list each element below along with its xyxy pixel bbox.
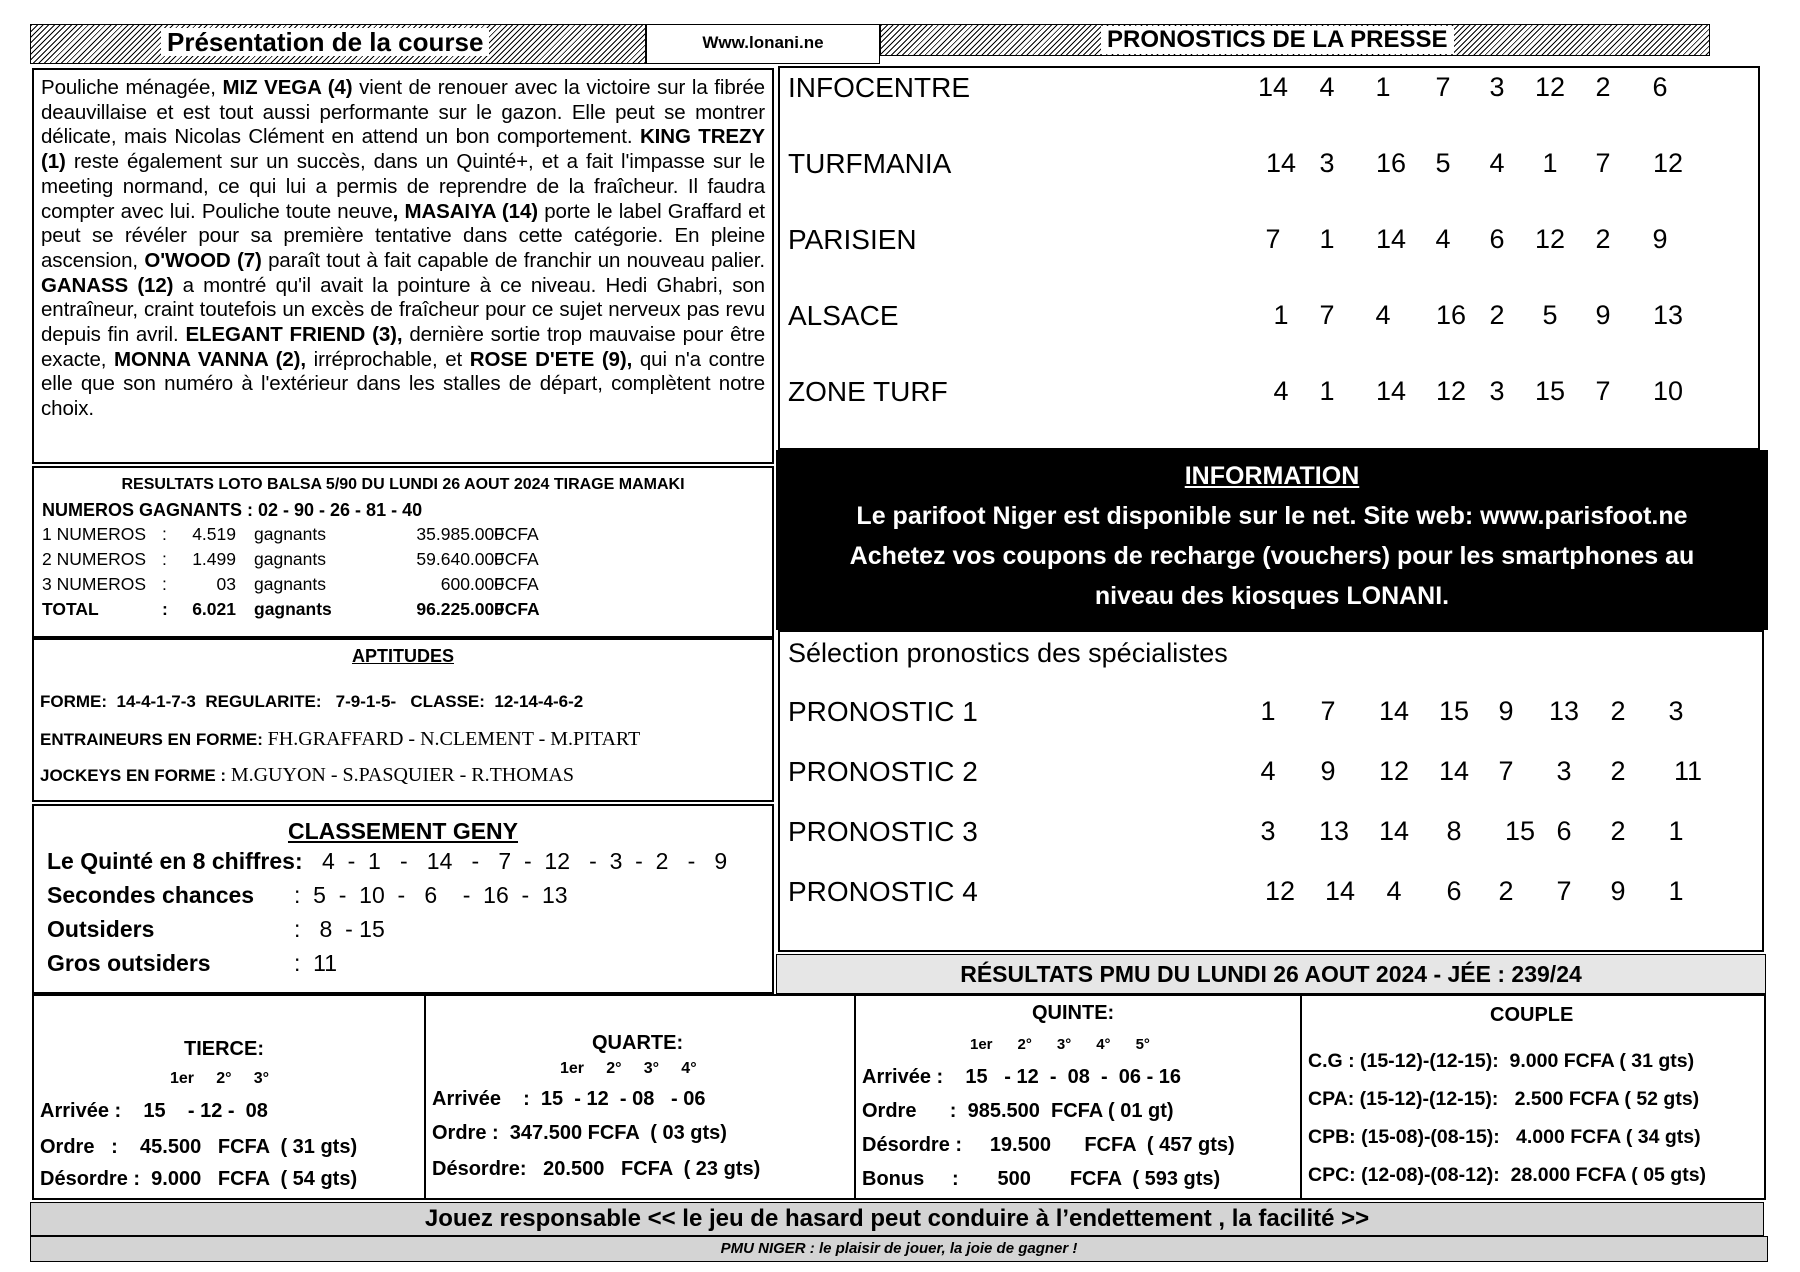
press-pronostic-number: 12 (1652, 148, 1684, 178)
specialist-pronostic-number: 14 (1438, 756, 1470, 786)
specialist-pronostic-number: 9 (1320, 756, 1336, 786)
press-pronostic-number: 7 (1595, 148, 1611, 178)
press-pronostic-number: 6 (1489, 224, 1505, 254)
press-source-name: TURFMANIA (788, 148, 952, 179)
loto-colon: : (162, 524, 167, 544)
quinte-ordre: Ordre : 985.500 FCFA ( 01 gt) (862, 1100, 1174, 1122)
quarte-arrivee: Arrivée : 15 - 12 - 08 - 06 (432, 1088, 706, 1110)
header-left-bar (30, 24, 646, 64)
press-pronostic-number: 3 (1489, 376, 1505, 406)
press-pronostic-number: 7 (1435, 72, 1451, 102)
specialist-pronostic-number: 15 (1504, 816, 1536, 846)
loto-colon: : (162, 599, 168, 619)
information-line-2: Achetez vos coupons de recharge (vouchers) pour les smartphones au (849, 542, 1695, 570)
press-pronostic-number: 1 (1319, 224, 1335, 254)
tierce-box (32, 994, 426, 1200)
specialist-pronostic-number: 13 (1548, 696, 1580, 726)
specialist-pronostic-number: 2 (1610, 756, 1626, 786)
press-pronostic-number: 4 (1375, 300, 1391, 330)
information-title: INFORMATION (1184, 462, 1360, 490)
press-pronostic-number: 3 (1319, 148, 1335, 178)
tierce-ordre: Ordre : 45.500 FCFA ( 31 gts) (40, 1136, 358, 1158)
specialist-pronostic-number: 1 (1260, 696, 1276, 726)
specialist-pronostic-number: 9 (1610, 876, 1626, 906)
tierce-arrivee: Arrivée : 15 - 12 - 08 (40, 1100, 268, 1122)
specialist-pronostic-number: 14 (1324, 876, 1356, 906)
loto-cell-label: 1 NUMEROS (42, 524, 147, 544)
press-pronostic-number: 16 (1375, 148, 1407, 178)
specialist-pronostic-number: 8 (1446, 816, 1462, 846)
quarte-title: QUARTE: (592, 1032, 684, 1054)
specialist-pronostic-number: 11 (1673, 756, 1703, 786)
press-pronostic-number: 1 (1375, 72, 1391, 102)
presentation-box (32, 68, 774, 464)
specialists-title: Sélection pronostics des spécialistes (788, 638, 1228, 668)
site-url: Www.lonani.ne (702, 33, 824, 52)
press-pronostic-number: 2 (1595, 224, 1611, 254)
loto-box (32, 466, 774, 638)
loto-title: RESULTATS LOTO BALSA 5/90 DU LUNDI 26 AOUT 2024 TIRAGE MAMAKI (121, 476, 685, 493)
quinte-arrivee: Arrivée : 15 - 12 - 08 - 06 - 16 (862, 1066, 1182, 1088)
classement-title: CLASSEMENT GENY (287, 818, 519, 844)
loto-cell-word: gagnants (254, 524, 327, 544)
loto-cell-label: 3 NUMEROS (42, 574, 147, 594)
specialist-pronostic-name: PRONOSTIC 4 (788, 876, 978, 907)
site-label (646, 24, 880, 64)
aptitudes-forme-line: FORME: 14-4-1-7-3 REGULARITE: 7-9-1-5- CLASSE: 12-14-4-6-2 (40, 692, 584, 711)
quarte-desordre: Désordre: 20.500 FCFA ( 23 gts) (432, 1158, 761, 1180)
loto-cell-cur: FCFA (494, 599, 540, 619)
footer-sub-text: PMU NIGER : le plaisir de jouer, la joie de gagner ! (720, 1240, 1078, 1257)
specialist-pronostic-name: PRONOSTIC 1 (788, 696, 978, 727)
loto-cell-count: 6.021 (192, 599, 236, 619)
press-pronostic-number: 6 (1652, 72, 1668, 102)
loto-cell-cur: FCFA (494, 549, 539, 569)
specialist-pronostic-name: PRONOSTIC 3 (788, 816, 978, 847)
loto-cell-word: gagnants (254, 549, 327, 569)
couple-cpc: CPC: (12-08)-(08-12): 28.000 FCFA ( 05 gts) (1308, 1164, 1707, 1186)
couple-box (1300, 994, 1766, 1200)
specialist-pronostic-number: 7 (1320, 696, 1336, 726)
specialist-pronostic-number: 12 (1378, 756, 1410, 786)
specialist-pronostic-number: 12 (1264, 876, 1296, 906)
press-pronostic-number: 2 (1595, 72, 1611, 102)
press-pronostic-number: 14 (1257, 72, 1289, 102)
tierce-desordre: Désordre : 9.000 FCFA ( 54 gts) (40, 1168, 358, 1190)
press-title: PRONOSTICS DE LA PRESSE (1101, 26, 1454, 54)
press-pronostic-number: 16 (1435, 300, 1467, 330)
aptitudes-jockeys-line: JOCKEYS EN FORME : M.GUYON - S.PASQUIER - R.THOMAS (40, 764, 575, 786)
loto-cell-count: 03 (216, 574, 236, 594)
loto-cell-count: 4.519 (192, 524, 236, 544)
press-pronostic-number: 1 (1542, 148, 1558, 178)
press-pronostic-number: 7 (1265, 224, 1281, 254)
loto-cell-word: gagnants (254, 599, 332, 619)
press-pronostic-number: 1 (1273, 300, 1289, 330)
press-pronostic-number: 12 (1534, 224, 1566, 254)
information-box (776, 450, 1768, 630)
press-pronostic-number: 14 (1375, 224, 1407, 254)
classement-value: 4 - 1 - 14 - 7 - 12 - 3 - 2 - 9 (322, 848, 728, 874)
press-pronostic-number: 1 (1319, 376, 1335, 406)
quinte-desordre: Désordre : 19.500 FCFA ( 457 gts) (862, 1134, 1235, 1156)
press-pronostic-number: 10 (1652, 376, 1684, 406)
footer-sub (30, 1236, 1768, 1262)
loto-colon: : (162, 574, 167, 594)
quarte-places: 1er 2° 3° 4° (560, 1060, 697, 1077)
couple-cpb: CPB: (15-08)-(08-15): 4.000 FCFA ( 34 gts) (1308, 1126, 1701, 1148)
specialist-pronostic-number: 2 (1610, 696, 1626, 726)
classement-box (32, 804, 774, 994)
quarte-ordre: Ordre : 347.500 FCFA ( 03 gts) (432, 1122, 727, 1144)
couple-cg: C.G : (15-12)-(12-15): 9.000 FCFA ( 31 gts) (1308, 1050, 1695, 1072)
specialist-pronostic-number: 6 (1446, 876, 1462, 906)
classement-label: Le Quinté en 8 chiffres: (47, 848, 303, 874)
press-pronostic-number: 4 (1435, 224, 1451, 254)
classement-value: : 8 - 15 (294, 916, 385, 942)
press-source-name: PARISIEN (788, 224, 917, 255)
specialist-pronostic-number: 15 (1438, 696, 1470, 726)
specialist-pronostic-number: 14 (1378, 816, 1410, 846)
presentation-text: Pouliche ménagée, MIZ VEGA (4) vient de renouer avec la victoire sur la fibrée deauvillaise et est tout aussi performante sur le gazon. Elle peut se montrer délicate, mais Nicolas Clément en attend un bon comportement. KING TREZY (1) reste également sur un succès, dans un Quinté+, et a fait l'impasse sur le meeting normand, ce qui lui a permis de reprendre de la fraîcheur. Il faudra compter avec lui. Pouliche toute neuve, MASAIYA (14) porte le label Graffard et peut se révéler pour sa première tentative dans cette catégorie. En pleine ascension, O'WOOD (7) paraît tout à fait capable de franchir un nouveau palier. GANASS (12) a montré qu'il avait la pointure à ce niveau. Hedi Ghabri, son entraîneur, craint toutefois un excès de fraîcheur pour ce sujet nerveux pas revu depuis fin avril. ELEGANT FRIEND (3), dernière sortie trop mauvaise pour être exacte, MONNA VANNA (2), irréprochable, et ROSE D'ETE (9), qui n'a contre elle que son numéro à l'extérieur dans les stalles de départ, complètent notre choix. (41, 76, 765, 421)
loto-cell-cur: FCFA (494, 574, 539, 594)
specialists-box (778, 630, 1764, 952)
information-line-3: niveau des kiosques LONANI. (1094, 582, 1450, 610)
specialist-pronostic-number: 9 (1498, 696, 1514, 726)
presentation-title: Présentation de la course (161, 28, 489, 56)
couple-cpa: CPA: (15-12)-(12-15): 2.500 FCFA ( 52 gts) (1308, 1088, 1700, 1110)
footer-main-text: Jouez responsable << le jeu de hasard peut conduire à l’endettement , la facilité >> (424, 1205, 1370, 1232)
classement-value: : 11 (294, 950, 338, 976)
classement-label: Gros outsiders (47, 950, 211, 976)
pmu-results-banner-text: RÉSULTATS PMU DU LUNDI 26 AOUT 2024 - JÉE : 239/24 (960, 961, 1582, 987)
press-source-name: ZONE TURF (788, 376, 948, 407)
classement-label: Secondes chances (47, 882, 255, 908)
specialist-pronostic-number: 3 (1668, 696, 1684, 726)
specialist-pronostic-number: 3 (1556, 756, 1572, 786)
loto-colon: : (162, 549, 167, 569)
pmu-results-banner (776, 954, 1766, 994)
footer-main (30, 1202, 1764, 1236)
classement-label: Outsiders (47, 916, 155, 942)
quinte-box (854, 994, 1302, 1200)
press-pronostic-number: 12 (1534, 72, 1566, 102)
loto-cell-label: TOTAL (42, 599, 99, 619)
specialist-pronostic-number: 7 (1556, 876, 1572, 906)
specialist-pronostic-number: 4 (1386, 876, 1402, 906)
specialist-pronostic-number: 2 (1610, 816, 1626, 846)
specialist-pronostic-number: 2 (1498, 876, 1514, 906)
press-pronostics-box (778, 66, 1760, 450)
loto-cell-count: 1.499 (192, 549, 236, 569)
press-source-name: ALSACE (788, 300, 899, 331)
press-pronostic-number: 5 (1542, 300, 1558, 330)
press-pronostic-number: 14 (1375, 376, 1407, 406)
specialist-pronostic-number: 6 (1556, 816, 1572, 846)
press-pronostic-number: 7 (1319, 300, 1335, 330)
press-pronostic-number: 4 (1489, 148, 1505, 178)
press-pronostic-number: 13 (1652, 300, 1684, 330)
aptitudes-title: APTITUDES (351, 646, 454, 666)
press-pronostic-number: 9 (1595, 300, 1611, 330)
specialist-pronostic-number: 13 (1318, 816, 1350, 846)
couple-title: COUPLE (1490, 1004, 1574, 1026)
tierce-places: 1er 2° 3° (170, 1070, 270, 1087)
press-source-name: INFOCENTRE (788, 72, 970, 103)
specialist-pronostic-number: 14 (1378, 696, 1410, 726)
loto-cell-amount: 59.640.000 (416, 549, 504, 569)
quinte-places: 1er 2° 3° 4° 5° (970, 1036, 1150, 1053)
classement-value: : 5 - 10 - 6 - 16 - 13 (294, 882, 568, 908)
loto-winning-numbers: NUMEROS GAGNANTS : 02 - 90 - 26 - 81 - 40 (42, 500, 423, 520)
quarte-box (424, 994, 856, 1200)
tierce-title: TIERCE: (184, 1038, 264, 1060)
specialist-pronostic-number: 7 (1498, 756, 1514, 786)
press-pronostic-number: 14 (1265, 148, 1297, 178)
press-pronostic-number: 3 (1489, 72, 1505, 102)
specialist-pronostic-number: 4 (1260, 756, 1276, 786)
press-pronostic-number: 2 (1489, 300, 1505, 330)
press-pronostic-number: 9 (1652, 224, 1668, 254)
aptitudes-entraineurs-line: ENTRAINEURS EN FORME: FH.GRAFFARD - N.CLEMENT - M.PITART (40, 728, 641, 750)
loto-cell-amount: 35.985.000 (416, 524, 504, 544)
loto-cell-cur: FCFA (494, 524, 539, 544)
loto-cell-label: 2 NUMEROS (42, 549, 147, 569)
information-line-1: Le parifoot Niger est disponible sur le net. Site web: www.parisfoot.ne (856, 502, 1688, 530)
specialist-pronostic-name: PRONOSTIC 2 (788, 756, 978, 787)
header-right-bar (880, 24, 1710, 56)
quinte-bonus: Bonus : 500 FCFA ( 593 gts) (862, 1168, 1221, 1190)
specialist-pronostic-number: 1 (1668, 816, 1684, 846)
press-pronostic-number: 4 (1273, 376, 1289, 406)
quinte-title: QUINTE: (1032, 1002, 1115, 1024)
loto-cell-amount: 96.225.000 (416, 599, 504, 619)
press-pronostic-number: 5 (1435, 148, 1451, 178)
press-pronostic-number: 12 (1435, 376, 1467, 406)
loto-cell-word: gagnants (254, 574, 327, 594)
press-pronostic-number: 7 (1595, 376, 1611, 406)
specialist-pronostic-number: 3 (1260, 816, 1276, 846)
loto-cell-amount: 600.000 (440, 574, 504, 594)
press-pronostic-number: 15 (1534, 376, 1566, 406)
specialist-pronostic-number: 1 (1668, 876, 1684, 906)
press-pronostic-number: 4 (1319, 72, 1335, 102)
aptitudes-box (32, 638, 774, 802)
